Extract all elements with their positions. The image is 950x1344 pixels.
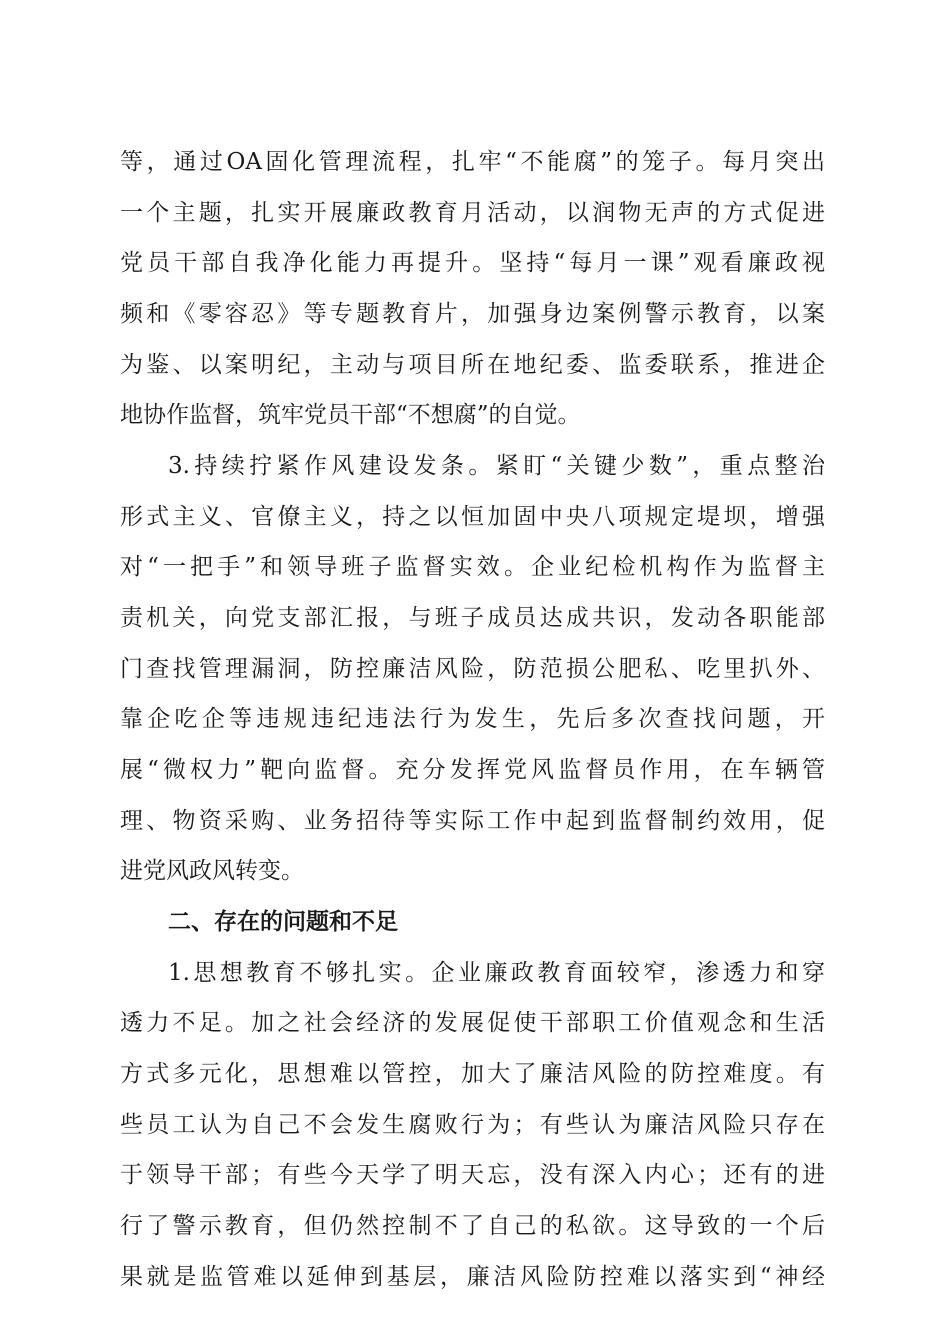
paragraph-line: 方式多元化，思想难以管控，加大了廉洁风险的防控难度。有 xyxy=(120,1061,825,1087)
paragraph-line: 为鉴、以案明纪，主动与项目所在地纪委、监委联系，推进企 xyxy=(120,352,825,378)
paragraph-line: 些员工认为自己不会发生腐败行为；有些认为廉洁风险只存在 xyxy=(120,1112,825,1138)
paragraph-line: 形式主义、官僚主义，持之以恒加固中央八项规定堤坝，增强 xyxy=(120,504,825,530)
paragraph-line: 展“微权力”靶向监督。充分发挥党风监督员作用，在车辆管 xyxy=(120,757,825,783)
paragraph-line: 1.思想教育不够扎实。企业廉政教育面较窄，渗透力和穿 xyxy=(168,960,825,986)
paragraph-line: 3.持续拧紧作风建设发条。紧盯“关键少数”，重点整治 xyxy=(168,453,825,479)
paragraph-line: 果就是监管难以延伸到基层，廉洁风险防控难以落实到“神经 xyxy=(120,1264,825,1290)
paragraph-line: 党员干部自我净化能力再提升。坚持“每月一课”观看廉政视 xyxy=(120,250,825,276)
paragraph-line: 责机关，向党支部汇报，与班子成员达成共识，发动各职能部 xyxy=(120,605,825,631)
paragraph-line: 行了警示教育，但仍然控制不了自己的私欲。这导致的一个后 xyxy=(120,1213,825,1239)
paragraph-line: 频和《零容忍》等专题教育片，加强身边案例警示教育，以案 xyxy=(120,301,825,327)
paragraph-line: 靠企吃企等违规违纪违法行为发生，先后多次查找问题，开 xyxy=(120,706,825,732)
paragraph-line: 门查找管理漏洞，防控廉洁风险，防范损公肥私、吃里扒外、 xyxy=(120,656,825,682)
section-heading: 二、存在的问题和不足 xyxy=(168,909,398,935)
paragraph-line: 等，通过OA固化管理流程，扎牢“不能腐”的笼子。每月突出 xyxy=(120,149,825,175)
paragraph-line: 理、物资采购、业务招待等实际工作中起到监督制约效用，促 xyxy=(120,808,825,834)
paragraph-line: 于领导干部；有些今天学了明天忘，没有深入内心；还有的进 xyxy=(120,1162,825,1188)
paragraph-line: 透力不足。加之社会经济的发展促使干部职工价值观念和生活 xyxy=(120,1010,825,1036)
paragraph-line: 对“一把手”和领导班子监督实效。企业纪检机构作为监督主 xyxy=(120,554,825,580)
paragraph-line: 地协作监督，筑牢党员干部“不想腐”的自觉。 xyxy=(120,402,581,428)
paragraph-line: 一个主题，扎实开展廉政教育月活动，以润物无声的方式促进 xyxy=(120,200,825,226)
paragraph-line: 进党风政风转变。 xyxy=(120,858,304,884)
